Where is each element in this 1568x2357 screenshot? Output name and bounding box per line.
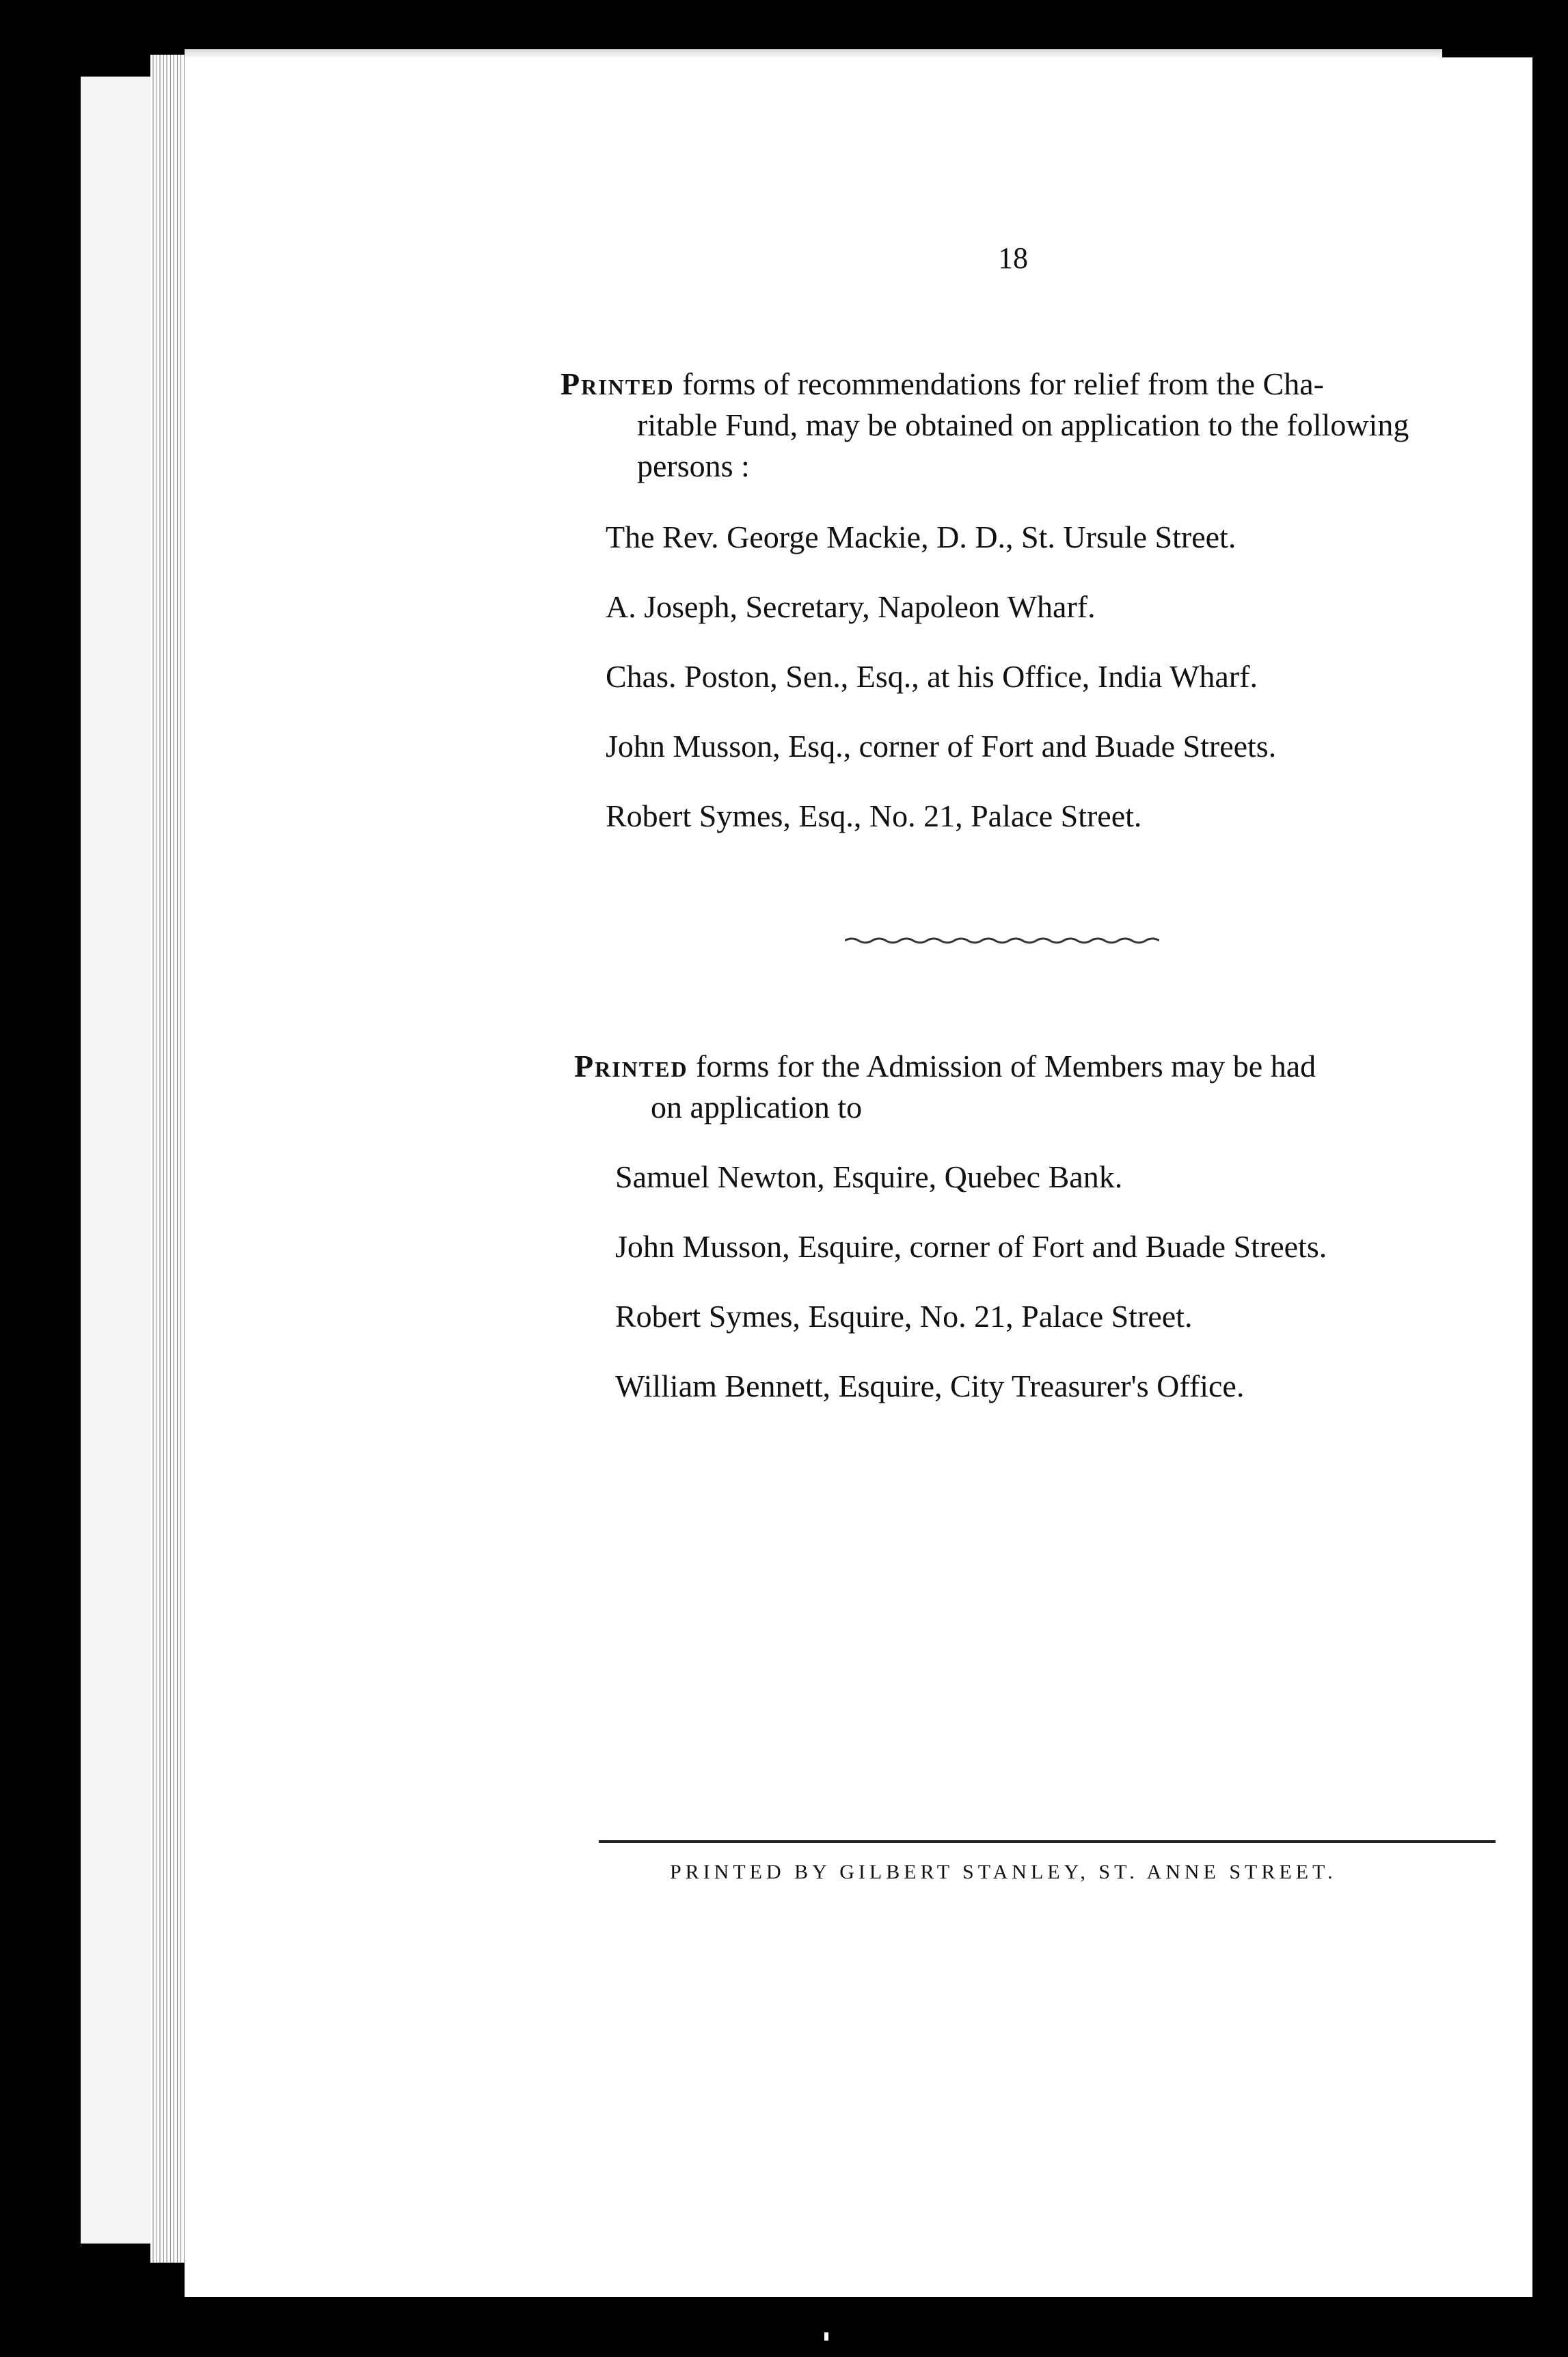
list-item: Robert Symes, Esquire, No. 21, Palace Street.	[615, 1299, 1193, 1334]
section2-intro-rest: on application to	[651, 1090, 863, 1124]
list-item: Robert Symes, Esq., No. 21, Palace Street.	[606, 798, 1142, 833]
section1-intro-line1: forms of recommendations for relief from the Cha-	[674, 366, 1324, 401]
printer-imprint: PRINTED BY GILBERT STANLEY, ST. ANNE STREET.	[670, 1861, 1337, 1883]
section1-intro	[560, 364, 1470, 487]
scan-speck	[824, 2332, 828, 2341]
list-item: A. Joseph, Secretary, Napoleon Wharf.	[606, 589, 1096, 624]
scan-speck	[254, 82, 258, 89]
list-item: The Rev. George Mackie, D. D., St. Ursule Street.	[606, 520, 1236, 554]
section2-intro-line1: forms for the Admission of Members may be had	[688, 1049, 1316, 1083]
ornamental-rule	[845, 932, 1159, 949]
section1-intro-rest: ritable Fund, may be obtained on application to the following persons :	[637, 407, 1409, 483]
list-item: Samuel Newton, Esquire, Quebec Bank.	[615, 1159, 1123, 1194]
list-item: Chas. Poston, Sen., Esq., at his Office, India Wharf.	[606, 659, 1258, 694]
section1-list	[606, 517, 1276, 865]
list-item: John Musson, Esquire, corner of Fort and Buade Streets.	[615, 1229, 1327, 1264]
section2-lead: Printed	[574, 1049, 688, 1083]
section2-list	[615, 1157, 1327, 1436]
list-item: William Bennett, Esquire, City Treasurer's Office.	[615, 1369, 1245, 1403]
list-item: John Musson, Esq., corner of Fort and Buade Streets.	[606, 729, 1277, 764]
scan-border	[1532, 0, 1568, 2357]
section2-intro	[574, 1046, 1504, 1128]
page-number: 18	[998, 241, 1028, 275]
footer-rule	[599, 1840, 1496, 1843]
section1-lead: Printed	[560, 366, 675, 401]
